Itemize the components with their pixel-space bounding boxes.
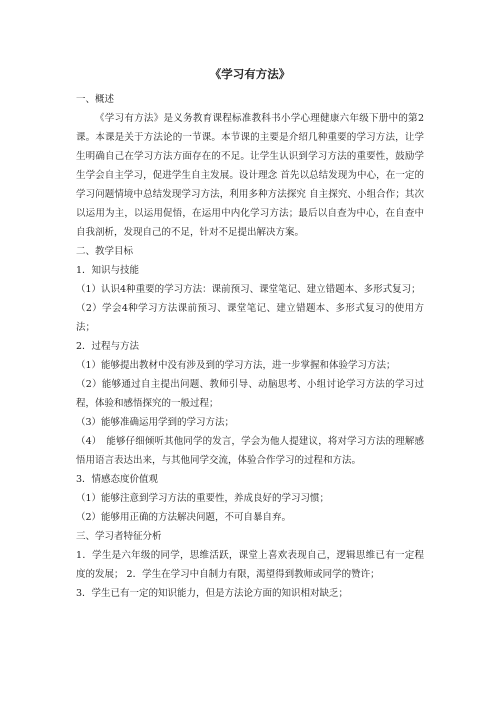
goal-subheading-process: 2．过程与方法 bbox=[76, 341, 140, 352]
goal-item: （2）学会4种学习方法课前预习、课堂笔记、建立错题本、多形式复习的使用方法； bbox=[76, 303, 424, 333]
goal-item: （2）能够通过自主提出问题、教师引导、动脑思考、小组讨论学习方法的学习过程，体验和感悟探究的一般过程； bbox=[76, 379, 424, 409]
document-title: 《学习有方法》 bbox=[209, 67, 291, 81]
goal-item: （1）能够提出教材中没有涉及到的学习方法，进一步掌握和体验学习方法； bbox=[76, 360, 396, 371]
section-heading-overview: 一、概述 bbox=[76, 94, 115, 105]
learner-item: 3．学生已有一定的知识能力，但是方法论方面的知识相对缺乏； bbox=[76, 588, 349, 599]
goal-item: （3）能够准确运用学到的学习方法； bbox=[76, 417, 235, 428]
goal-item: （2）能够用正确的方法解决问题，不可自暴自弃。 bbox=[76, 512, 292, 523]
goal-item: （1）能够注意到学习方法的重要性，养成良好的学习习惯； bbox=[76, 493, 330, 504]
goal-subheading-knowledge: 1．知识与技能 bbox=[76, 265, 140, 276]
goal-item: （4） 能够仔细倾听其他同学的发言，学会为他人提建议，将对学习方法的理解感悟用语言表达出来，与其他同学交流，体验合作学习的过程和方法。 bbox=[76, 436, 424, 466]
learner-item: 1．学生是六年级的同学，思维活跃，课堂上喜欢表现自己，逻辑思维已有一定程度的发展； 2．学生在学习中自制力有限，渴望得到教师或同学的赞许； bbox=[76, 550, 424, 580]
section-heading-learners: 三、学习者特征分析 bbox=[76, 531, 162, 542]
overview-paragraph: 《学习有方法》是义务教育课程标准教科书小学心理健康六年级下册中的第2课。本课是关于方法论的一节课。本节课的主要是介绍几种重要的学习方法，让学生明确自己在学习方法方面存在的不足。让学生认识到学习方法的重要性，鼓励学生学会自主学习，促进学生自主发展。设计理念 首先以总结发现为中心，在一定的学习问题情境中总结发现学习方法，利用多种方法探究 自主探究、小组合作；其次以运用为主，以运用促悟，在运用中内化学习方法；最后以自查为中心，在自查中自我剖析，发现自己的不足，针对不足提出解决方案。 bbox=[76, 113, 424, 238]
section-heading-goals: 二、教学目标 bbox=[76, 246, 134, 257]
goal-subheading-attitude: 3．情感态度价值观 bbox=[76, 474, 159, 485]
goal-item: （1）认识4种重要的学习方法：课前预习、课堂笔记、建立错题本、多形式复习； bbox=[76, 284, 421, 295]
